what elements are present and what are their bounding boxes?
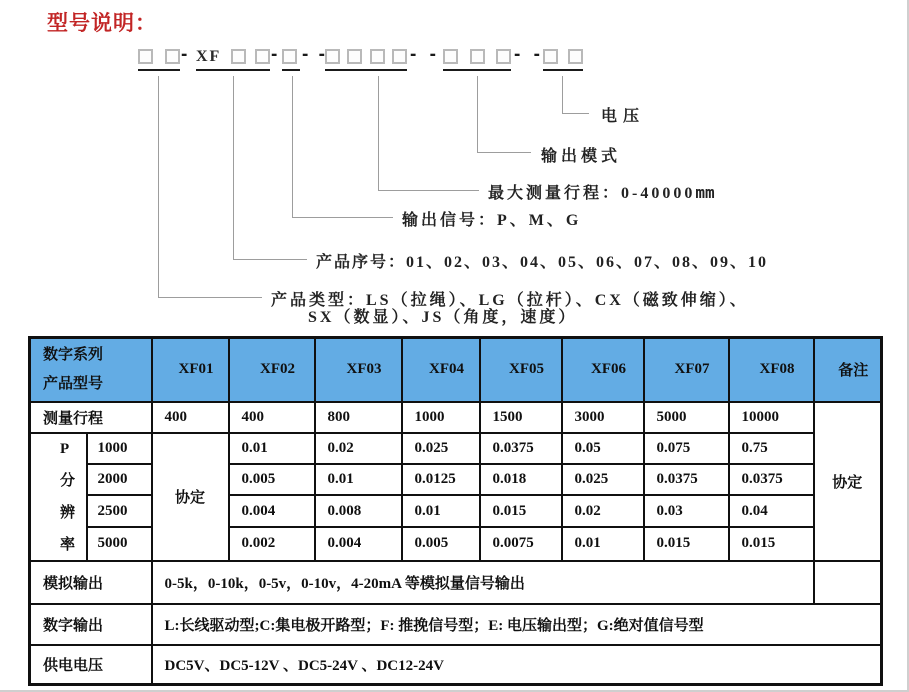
stroke-value: 1000 bbox=[402, 402, 480, 433]
header-cell-xf06: XF06 bbox=[562, 338, 644, 402]
header-cell-xf01: XF01 bbox=[152, 338, 229, 402]
res-value: 0.075 bbox=[644, 433, 729, 464]
resolution-label-char: P bbox=[60, 440, 70, 457]
analog-note-cell bbox=[814, 561, 882, 604]
res-value: 0.0125 bbox=[402, 464, 480, 495]
format-group bbox=[138, 47, 180, 71]
stroke-value: 5000 bbox=[644, 402, 729, 433]
format-box-icon bbox=[370, 49, 385, 64]
res-value: 0.0375 bbox=[480, 433, 562, 464]
format-box-icon bbox=[347, 49, 362, 64]
res-value: 0.03 bbox=[644, 495, 729, 526]
res-value: 0.015 bbox=[480, 495, 562, 526]
res-value: 0.02 bbox=[562, 495, 644, 526]
stroke-value: 1500 bbox=[480, 402, 562, 433]
callout-label-product-type-line2: SX（数显）、JS（角度，速度） bbox=[308, 309, 578, 326]
header-cell-xf04: XF04 bbox=[402, 338, 480, 402]
format-group bbox=[543, 47, 583, 71]
res-value: 0.01 bbox=[315, 464, 402, 495]
format-box-icon bbox=[568, 49, 583, 64]
header-series-line1: 数字系列 bbox=[43, 346, 104, 363]
res-value: 0.018 bbox=[480, 464, 562, 495]
header-cell-xf08: XF08 bbox=[729, 338, 814, 402]
model-format-diagram bbox=[0, 0, 909, 336]
dash-glyph: - bbox=[514, 44, 521, 65]
stroke-value: 10000 bbox=[729, 402, 814, 433]
header-series-line2: 产品型号 bbox=[43, 375, 104, 392]
res-value: 0.004 bbox=[315, 527, 402, 561]
format-dash bbox=[514, 46, 540, 64]
dash-glyph: - bbox=[533, 44, 540, 65]
callout-label-max-stroke: 最大测量行程：0-40000mm bbox=[488, 183, 715, 202]
res-value: 0.0375 bbox=[729, 464, 814, 495]
power-supply-label: 供电电压 bbox=[30, 645, 152, 685]
format-box-icon bbox=[543, 49, 558, 64]
page-title: 型号说明： bbox=[47, 12, 157, 35]
table-header-row bbox=[30, 338, 882, 402]
resolution-label-char: 分 bbox=[60, 472, 76, 489]
stroke-value: 400 bbox=[229, 402, 315, 433]
stroke-value: 3000 bbox=[562, 402, 644, 433]
dash-glyph: - bbox=[302, 44, 309, 65]
format-dash bbox=[181, 46, 194, 64]
dash-glyph: - bbox=[429, 44, 436, 65]
xf01-agreement-cell: 协定 bbox=[152, 433, 229, 561]
res-value: 0.005 bbox=[402, 527, 480, 561]
res-value: 0.05 bbox=[562, 433, 644, 464]
spec-table bbox=[28, 336, 883, 686]
res-value: 0.75 bbox=[729, 433, 814, 464]
format-box-icon bbox=[392, 49, 407, 64]
analog-output-row bbox=[30, 561, 882, 604]
format-box-icon bbox=[255, 49, 270, 64]
header-cell-series bbox=[30, 338, 152, 402]
res-value: 0.04 bbox=[729, 495, 814, 526]
header-cell-xf02: XF02 bbox=[229, 338, 315, 402]
dash-glyph: - bbox=[410, 44, 417, 65]
res-value: 0.004 bbox=[229, 495, 315, 526]
res-value: 0.005 bbox=[229, 464, 315, 495]
resolution-label-char: 率 bbox=[60, 536, 76, 553]
callout-hline-product-type bbox=[158, 297, 262, 298]
res-value: 0.01 bbox=[402, 495, 480, 526]
callout-hline-product-serial bbox=[233, 259, 307, 260]
resolution-label-char: 辨 bbox=[60, 504, 76, 521]
format-dash bbox=[271, 46, 282, 64]
digital-output-row bbox=[30, 604, 882, 645]
format-box-icon bbox=[138, 49, 153, 64]
callout-label-output-mode: 输出模式 bbox=[541, 148, 622, 165]
format-box-icon bbox=[231, 49, 246, 64]
format-dash bbox=[410, 46, 436, 64]
callout-vline-voltage bbox=[562, 76, 563, 113]
header-cell-xf05: XF05 bbox=[480, 338, 562, 402]
header-cell-xf07: XF07 bbox=[644, 338, 729, 402]
resolution-sub: 1000 bbox=[87, 433, 152, 464]
header-cell-xf03: XF03 bbox=[315, 338, 402, 402]
res-value: 0.025 bbox=[402, 433, 480, 464]
callout-hline-output-signal bbox=[292, 217, 393, 218]
resolution-row-1000 bbox=[30, 433, 882, 464]
res-value: 0.015 bbox=[729, 527, 814, 561]
res-value: 0.01 bbox=[562, 527, 644, 561]
res-value: 0.015 bbox=[644, 527, 729, 561]
header-cell-note: 备注 bbox=[814, 338, 882, 402]
resolution-sub: 5000 bbox=[87, 527, 152, 561]
stroke-label: 测量行程 bbox=[30, 402, 152, 433]
res-value: 0.0075 bbox=[480, 527, 562, 561]
stroke-value: 800 bbox=[315, 402, 402, 433]
format-box-icon bbox=[470, 49, 485, 64]
callout-vline-product-serial bbox=[233, 76, 234, 259]
power-supply-row bbox=[30, 645, 882, 685]
dash-glyph: - bbox=[271, 44, 278, 65]
dash-glyph: - bbox=[318, 44, 325, 65]
callout-vline-max-stroke bbox=[378, 76, 379, 190]
format-box-icon bbox=[325, 49, 340, 64]
stroke-value: 400 bbox=[152, 402, 229, 433]
format-dash bbox=[302, 46, 325, 64]
callout-label-voltage: 电压 bbox=[601, 108, 646, 125]
format-group bbox=[443, 47, 511, 71]
resolution-sub: 2000 bbox=[87, 464, 152, 495]
callout-vline-output-mode bbox=[477, 76, 478, 152]
unit-mm: mm bbox=[695, 183, 715, 202]
analog-output-value: 0-5k，0-10k，0-5v，0-10v，4-20mA 等模拟量信号输出 bbox=[152, 561, 814, 604]
res-value: 0.025 bbox=[562, 464, 644, 495]
format-prefix: XF bbox=[196, 47, 222, 65]
res-value: 0.002 bbox=[229, 527, 315, 561]
format-group bbox=[196, 47, 270, 71]
stroke-row bbox=[30, 402, 882, 433]
format-box-icon bbox=[443, 49, 458, 64]
format-box-icon bbox=[165, 49, 180, 64]
callout-hline-voltage bbox=[562, 113, 589, 114]
res-value: 0.02 bbox=[315, 433, 402, 464]
callout-label-product-type: 产品类型：LS（拉绳）、LG（拉杆）、CX（磁致伸缩）、 bbox=[271, 292, 749, 309]
format-box-icon bbox=[282, 49, 297, 64]
resolution-label bbox=[30, 433, 87, 561]
note-agreement-cell: 协定 bbox=[814, 402, 882, 561]
callout-label-product-serial: 产品序号：01、02、03、04、05、06、07、08、09、10 bbox=[316, 254, 769, 271]
res-value: 0.0375 bbox=[644, 464, 729, 495]
callout-hline-output-mode bbox=[477, 152, 531, 153]
power-supply-value: DC5V、DC5-12V 、DC5-24V 、DC12-24V bbox=[152, 645, 882, 685]
callout-vline-output-signal bbox=[292, 76, 293, 217]
dash-glyph: - bbox=[181, 44, 188, 65]
callout-hline-max-stroke bbox=[378, 190, 479, 191]
format-group bbox=[325, 47, 407, 71]
digital-output-label: 数字输出 bbox=[30, 604, 152, 645]
format-box-icon bbox=[496, 49, 511, 64]
digital-output-value: L:长线驱动型;C:集电极开路型；F: 推挽信号型；E: 电压输出型；G:绝对值信号型 bbox=[152, 604, 882, 645]
analog-output-label: 模拟输出 bbox=[30, 561, 152, 604]
format-group bbox=[282, 47, 300, 71]
callout-label-output-signal: 输出信号：P、M、G bbox=[402, 212, 582, 229]
res-value: 0.008 bbox=[315, 495, 402, 526]
resolution-sub: 2500 bbox=[87, 495, 152, 526]
callout-vline-product-type bbox=[158, 76, 159, 297]
res-value: 0.01 bbox=[229, 433, 315, 464]
